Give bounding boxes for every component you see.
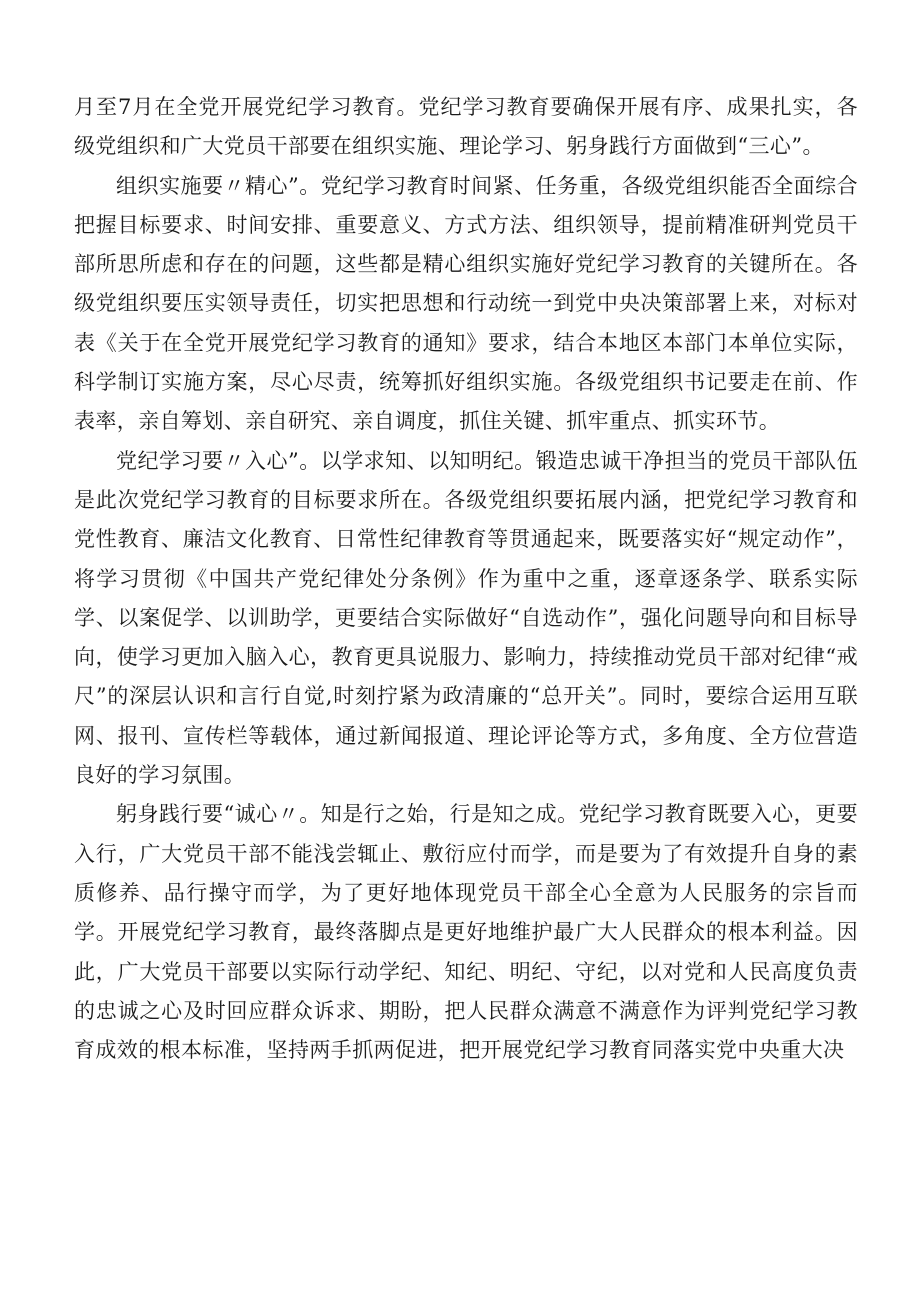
- paragraph-organization-implementation: 组织实施要〃精心”。党纪学习教育时间紧、任务重，各级党组织能否全面综合把握目标要求、时间安排、重要意义、方式方法、组织领导，提前精准研判党员干部所思所虑和存在的问题，这些都是精心组织实施好党纪学习教育的关键所在。各级党组织要压实领导责任，切实把思想和行动统一到党中央决策部署上来，对标对表《关于在全党开展党纪学习教育的通知》要求，结合本地区本部门本单位实际，科学制订实施方案，尽心尽责，统筹抓好组织实施。各级党组织书记要走在前、作表率，亲自筹划、亲自研究、亲自调度，抓住关键、抓牢重点、抓实环节。: [74, 173, 858, 434]
- paragraph-practice: 躬身践行要“诚心〃。知是行之始，行是知之成。党纪学习教育既要入心，更要入行，广大党员干部不能浅尝辄止、敷衍应付而学，而是要为了有效提升自身的素质修养、品行操守而学，为了更好地体现党员干部全心全意为人民服务的宗旨而学。开展党纪学习教育，最终落脚点是更好地维护最广大人民群众的根本利益。因此，广大党员干部要以实际行动学纪、知纪、明纪、守纪，以对党和人民高度负责的忠诚之心及时回应群众诉求、期盼，把人民群众满意不满意作为评判党纪学习教育成效的根本标准，坚持两手抓两促进，把开展党纪学习教育同落实党中央重大决: [74, 802, 858, 1063]
- paragraph-discipline-study: 党纪学习要〃入心”。以学求知、以知明纪。锻造忠诚干净担当的党员干部队伍是此次党纪学习教育的目标要求所在。各级党组织要拓展内涵，把党纪学习教育和党性教育、廉洁文化教育、日常性纪律教育等贯通起来，既要落实好“规定动作”，将学习贯彻《中国共产党纪律处分条例》作为重中之重，逐章逐条学、联系实际学、以案促学、以训助学，更要结合实际做好“自选动作”，强化问题导向和目标导向，使学习更加入脑入心，教育更具说服力、影响力，持续推动党员干部对纪律“戒尺”的深层认识和言行自觉,时刻拧紧为政清廉的“总开关”。同时，要综合运用互联网、报刊、宣传栏等载体，通过新闻报道、理论评论等方式，多角度、全方位营造良好的学习氛围。: [74, 448, 858, 788]
- paragraph-intro-continuation: 月至7月在全党开展党纪学习教育。党纪学习教育要确保开展有序、成果扎实，各级党组织和广大党员干部要在组织实施、理论学习、躬身践行方面做到“三心”。: [74, 95, 858, 159]
